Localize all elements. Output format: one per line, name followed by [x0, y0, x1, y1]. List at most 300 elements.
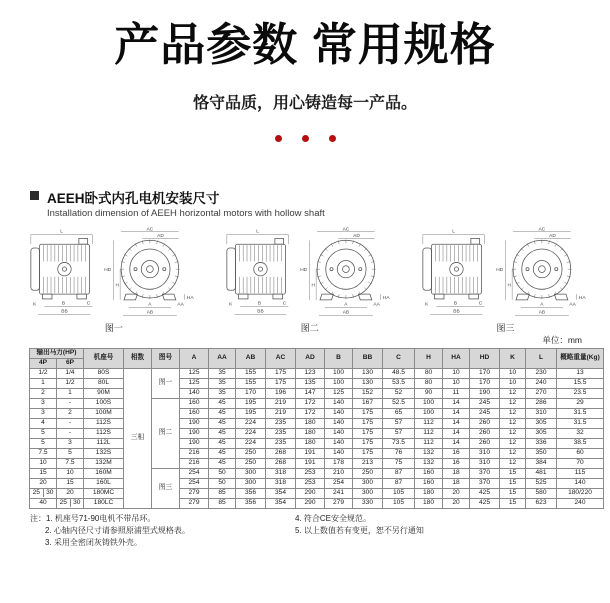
- table-cell: 268: [266, 458, 296, 468]
- table-cell: 16: [443, 458, 470, 468]
- table-cell: 191: [296, 458, 325, 468]
- note-item: 4. 符合CE安全规范。: [295, 513, 372, 523]
- table-cell: 85: [209, 498, 236, 508]
- table-cell: 350: [526, 448, 557, 458]
- table-cell: 123: [296, 368, 325, 378]
- table-cell: 175: [353, 438, 383, 448]
- svg-text:BB: BB: [452, 308, 460, 314]
- table-cell: 310: [526, 408, 557, 418]
- svg-text:AC: AC: [146, 226, 154, 232]
- table-cell: 15: [57, 478, 84, 488]
- table-cell: 286: [526, 398, 557, 408]
- table-cell: 45: [209, 458, 236, 468]
- table-cell: 310: [470, 448, 500, 458]
- frame-cell: 80S: [84, 368, 124, 378]
- note-item: 2. 心轴内径尺寸请参照原浦型式规格表。: [45, 525, 190, 535]
- table-cell: 125: [180, 378, 209, 388]
- table-cell: 57: [383, 428, 415, 438]
- table-cell: 45: [209, 408, 236, 418]
- table-cell: 35: [209, 368, 236, 378]
- table-row: [30, 478, 604, 488]
- note-item: 5. 以上数值若有变更，恕不另行通知: [295, 525, 424, 535]
- table-cell: 210: [325, 468, 353, 478]
- table-cell: 73.5: [383, 438, 415, 448]
- table-row: [30, 368, 604, 378]
- table-cell: 135: [296, 378, 325, 388]
- frame-cell: 90M: [84, 388, 124, 398]
- table-cell: 300: [353, 488, 383, 498]
- svg-text:B: B: [453, 301, 457, 307]
- table-cell: 112: [415, 418, 443, 428]
- table-cell: 623: [526, 498, 557, 508]
- table-cell: 354: [266, 498, 296, 508]
- figure-caption: 图三: [496, 322, 515, 333]
- table-cell: 32: [557, 428, 604, 438]
- table-cell: 125: [180, 368, 209, 378]
- table-cell: 100: [415, 408, 443, 418]
- svg-text:A: A: [539, 302, 544, 308]
- table-cell: 12: [500, 458, 526, 468]
- svg-text:AB: AB: [538, 309, 545, 315]
- table-cell: 172: [296, 398, 325, 408]
- table-cell: 12: [500, 428, 526, 438]
- table-cell: 279: [325, 498, 353, 508]
- footnotes: [30, 513, 610, 549]
- table-cell: 175: [353, 408, 383, 418]
- svg-text:K: K: [424, 302, 428, 308]
- table-cell: 38.5: [557, 438, 604, 448]
- table-cell: 16: [443, 448, 470, 458]
- table-cell: 45: [209, 448, 236, 458]
- svg-text:BB: BB: [257, 308, 264, 314]
- table-cell: 250: [236, 458, 266, 468]
- table-cell: 14: [443, 438, 470, 448]
- figure-group-cell: 图一: [152, 368, 180, 398]
- column-header-4p: 4P: [30, 358, 57, 368]
- table-cell: 178: [325, 458, 353, 468]
- table-cell: 147: [296, 388, 325, 398]
- svg-text:AD: AD: [157, 233, 164, 239]
- table-cell: 80: [415, 378, 443, 388]
- section-title-en: Installation dimension of AEEH horizontal motors with hollow shaft: [47, 207, 325, 219]
- table-cell: 240: [557, 498, 604, 508]
- table-row: [30, 498, 604, 508]
- figure-caption: 图一: [104, 322, 123, 333]
- svg-text:AD: AD: [548, 233, 556, 239]
- frame-cell: 160M: [84, 468, 124, 478]
- table-cell: 87: [383, 468, 415, 478]
- column-header-dim: BB: [353, 348, 383, 368]
- frame-cell: 132S: [84, 448, 124, 458]
- square-bullet-icon: [30, 191, 39, 200]
- table-cell: 65: [383, 408, 415, 418]
- table-cell: 5: [30, 438, 57, 448]
- table-cell: 31.5: [557, 408, 604, 418]
- table-cell: 180: [296, 428, 325, 438]
- phase-cell: 三相: [124, 368, 152, 508]
- page-subtitle: 恪守品质，用心铸造每一产品。: [192, 94, 417, 112]
- table-cell: 180: [415, 488, 443, 498]
- svg-text:BB: BB: [61, 308, 68, 314]
- red-dot-icon: [275, 135, 282, 142]
- table-cell: 7.5: [30, 448, 57, 458]
- table-cell: 196: [266, 388, 296, 398]
- column-header-dim: K: [500, 348, 526, 368]
- svg-text:H: H: [115, 282, 119, 288]
- table-cell: 140: [325, 398, 353, 408]
- table-cell: 175: [353, 448, 383, 458]
- column-header-dim: AD: [296, 348, 325, 368]
- table-cell: 2: [30, 388, 57, 398]
- table-cell: 580: [526, 488, 557, 498]
- table-cell: 10: [443, 368, 470, 378]
- table-cell: 100: [325, 378, 353, 388]
- table-cell: 3: [30, 398, 57, 408]
- table-cell: 7.5: [57, 458, 84, 468]
- table-cell: 219: [266, 408, 296, 418]
- table-cell: 180: [296, 418, 325, 428]
- table-cell: 336: [526, 438, 557, 448]
- frame-cell: 112S: [84, 428, 124, 438]
- table-cell: 279: [180, 498, 209, 508]
- table-cell: 14: [443, 418, 470, 428]
- column-header-dim: H: [415, 348, 443, 368]
- table-cell: 70: [557, 458, 604, 468]
- table-cell: 60: [557, 448, 604, 458]
- page-title: 产品参数 常用规格: [114, 19, 496, 70]
- table-cell: 300: [236, 468, 266, 478]
- table-cell: 172: [296, 408, 325, 418]
- svg-text:AB: AB: [342, 309, 349, 315]
- table-cell: 224: [236, 428, 266, 438]
- table-cell: 14: [443, 398, 470, 408]
- svg-text:C: C: [282, 301, 286, 307]
- table-cell: 53.5: [383, 378, 415, 388]
- table-cell: 20: [57, 488, 84, 498]
- table-cell: 160: [180, 408, 209, 418]
- table-cell: 15: [500, 488, 526, 498]
- frame-cell: 80L: [84, 378, 124, 388]
- figure-caption: 图二: [300, 322, 319, 333]
- table-cell: 87: [383, 478, 415, 488]
- svg-text:AB: AB: [146, 309, 154, 315]
- table-cell: 481: [526, 468, 557, 478]
- table-cell: -: [57, 428, 84, 438]
- table-cell: 125: [325, 388, 353, 398]
- table-cell: 80: [415, 368, 443, 378]
- table-cell: 35: [209, 388, 236, 398]
- table-cell: 140: [325, 438, 353, 448]
- table-cell: 235: [266, 438, 296, 448]
- table-cell: 11: [443, 388, 470, 398]
- table-cell: 254: [180, 478, 209, 488]
- table-cell: 23.5: [557, 388, 604, 398]
- table-cell: 12: [500, 408, 526, 418]
- table-cell: 216: [180, 448, 209, 458]
- table-cell: -: [57, 398, 84, 408]
- table-cell: 105: [383, 488, 415, 498]
- table-cell: 10: [443, 378, 470, 388]
- table-cell: 240: [526, 378, 557, 388]
- table-cell: 318: [266, 468, 296, 478]
- table-cell: 13: [557, 368, 604, 378]
- frame-cell: 100S: [84, 398, 124, 408]
- table-cell: 230: [526, 368, 557, 378]
- table-cell: 175: [266, 368, 296, 378]
- table-cell: 12: [500, 448, 526, 458]
- table-cell: 190: [180, 428, 209, 438]
- table-cell: 425: [470, 498, 500, 508]
- table-cell: 250: [236, 448, 266, 458]
- footnotes-right: [295, 513, 575, 549]
- table-row: [30, 428, 604, 438]
- table-cell: 15: [30, 468, 57, 478]
- table-cell: 270: [526, 388, 557, 398]
- table-cell: 268: [266, 448, 296, 458]
- table-cell: 180: [415, 498, 443, 508]
- table-cell: 100: [415, 398, 443, 408]
- table-cell: 112: [415, 428, 443, 438]
- svg-text:HA: HA: [382, 295, 390, 301]
- svg-text:B: B: [257, 301, 261, 307]
- table-cell: -: [57, 418, 84, 428]
- table-cell: 57: [383, 418, 415, 428]
- table-cell: 140: [325, 428, 353, 438]
- svg-text:HD: HD: [104, 267, 112, 273]
- table-cell: 140: [325, 448, 353, 458]
- table-cell: 75: [383, 458, 415, 468]
- table-cell: 180: [296, 438, 325, 448]
- red-dot-icon: [302, 135, 309, 142]
- svg-text:B: B: [61, 301, 66, 307]
- svg-text:AA: AA: [569, 302, 576, 308]
- table-cell: 253: [296, 478, 325, 488]
- table-cell: 130: [353, 368, 383, 378]
- table-cell: 3: [57, 438, 84, 448]
- table-cell: 175: [353, 428, 383, 438]
- svg-text:H: H: [507, 282, 511, 288]
- table-cell: 45: [209, 428, 236, 438]
- column-header-dim: AC: [266, 348, 296, 368]
- svg-text:AA: AA: [177, 302, 184, 308]
- table-cell: 15: [500, 468, 526, 478]
- table-cell: 132: [415, 448, 443, 458]
- table-cell: 140: [557, 478, 604, 488]
- table-cell: 20: [443, 498, 470, 508]
- table-cell: 12: [500, 398, 526, 408]
- svg-text:H: H: [311, 282, 315, 288]
- table-cell: 219: [266, 398, 296, 408]
- table-cell: 152: [353, 388, 383, 398]
- table-cell: 45: [209, 418, 236, 428]
- svg-text:L: L: [60, 229, 63, 235]
- table-cell: 245: [470, 408, 500, 418]
- figure-group-cell: 图三: [152, 468, 180, 508]
- table-cell: 50: [209, 478, 236, 488]
- dimension-table: [29, 348, 604, 509]
- frame-cell: 180MC: [84, 488, 124, 498]
- svg-text:HA: HA: [186, 295, 194, 301]
- svg-text:L: L: [451, 229, 455, 235]
- motor-figure-2: [212, 225, 408, 334]
- table-cell: 140: [325, 408, 353, 418]
- motor-drawings: [16, 225, 604, 334]
- table-cell: 140: [325, 418, 353, 428]
- table-cell: 15.5: [557, 378, 604, 388]
- svg-text:HA: HA: [578, 295, 586, 301]
- column-header-6p: 6P: [57, 358, 84, 368]
- svg-text:K: K: [228, 302, 233, 308]
- table-cell: 52: [383, 388, 415, 398]
- table-cell: 175: [266, 378, 296, 388]
- table-cell: 14: [443, 428, 470, 438]
- table-cell: 260: [470, 438, 500, 448]
- table-cell: 132: [415, 458, 443, 468]
- table-cell: 170: [470, 378, 500, 388]
- table-row: [30, 418, 604, 428]
- svg-text:HD: HD: [300, 267, 307, 273]
- table-cell: 1: [57, 388, 84, 398]
- section-title-cn: AEEH卧式内孔电机安装尺寸: [47, 190, 220, 206]
- svg-text:AC: AC: [538, 226, 545, 232]
- table-row: [30, 468, 604, 478]
- table-cell: 1/2: [57, 378, 84, 388]
- table-cell: 384: [526, 458, 557, 468]
- column-header-dim: HD: [470, 348, 500, 368]
- motor-figure-3: [408, 225, 604, 334]
- table-cell: 35: [209, 378, 236, 388]
- svg-text:C: C: [478, 301, 482, 307]
- footnotes-left: [30, 513, 295, 549]
- column-header-hp: 输出马力(HP): [30, 348, 84, 358]
- table-cell: 370: [470, 478, 500, 488]
- note-item: 3. 采用全密闭灰铸铁外壳。: [45, 537, 142, 547]
- table-cell: 25 30: [57, 498, 84, 508]
- table-cell: 5: [30, 428, 57, 438]
- unit-label: 单位：mm: [542, 334, 582, 345]
- svg-text:A: A: [344, 302, 348, 308]
- table-cell: 170: [236, 388, 266, 398]
- table-cell: 160: [415, 468, 443, 478]
- table-cell: 356: [236, 488, 266, 498]
- table-cell: 3: [30, 408, 57, 418]
- table-cell: 2: [57, 408, 84, 418]
- table-cell: 195: [236, 408, 266, 418]
- table-cell: 216: [180, 458, 209, 468]
- table-cell: 190: [180, 438, 209, 448]
- table-cell: 260: [470, 428, 500, 438]
- table-row: [30, 458, 604, 468]
- table-row: [30, 408, 604, 418]
- table-cell: 300: [353, 478, 383, 488]
- table-cell: 305: [526, 428, 557, 438]
- table-cell: 140: [180, 388, 209, 398]
- table-cell: 5: [57, 448, 84, 458]
- table-cell: 52.5: [383, 398, 415, 408]
- table-cell: 12: [500, 388, 526, 398]
- table-cell: 10: [500, 368, 526, 378]
- frame-cell: 100M: [84, 408, 124, 418]
- table-cell: 90: [415, 388, 443, 398]
- table-row: [30, 398, 604, 408]
- column-header-phase: 相数: [124, 348, 152, 368]
- table-cell: 213: [353, 458, 383, 468]
- table-cell: 18: [443, 478, 470, 488]
- table-cell: 300: [236, 478, 266, 488]
- table-cell: 40: [30, 498, 57, 508]
- table-cell: 191: [296, 448, 325, 458]
- table-cell: 305: [526, 418, 557, 428]
- svg-text:AA: AA: [373, 302, 380, 308]
- table-cell: 160: [415, 478, 443, 488]
- table-cell: 85: [209, 488, 236, 498]
- table-cell: 310: [470, 458, 500, 468]
- column-header-frame: 机座号: [84, 348, 124, 368]
- table-cell: 260: [470, 418, 500, 428]
- table-cell: 279: [180, 488, 209, 498]
- table-cell: 31.5: [557, 418, 604, 428]
- table-cell: 167: [353, 398, 383, 408]
- table-cell: 45: [209, 438, 236, 448]
- table-cell: 155: [236, 378, 266, 388]
- column-header-dim: HA: [443, 348, 470, 368]
- table-cell: 245: [470, 398, 500, 408]
- table-cell: 15: [500, 498, 526, 508]
- table-cell: 330: [353, 498, 383, 508]
- svg-text:AD: AD: [352, 233, 360, 239]
- column-header-figure: 图号: [152, 348, 180, 368]
- frame-cell: 112L: [84, 438, 124, 448]
- motor-figure-1: [16, 225, 212, 334]
- table-cell: 50: [209, 468, 236, 478]
- table-cell: 290: [296, 488, 325, 498]
- table-cell: 76: [383, 448, 415, 458]
- table-cell: 195: [236, 398, 266, 408]
- frame-cell: 180LC: [84, 498, 124, 508]
- table-cell: 48.5: [383, 368, 415, 378]
- table-row: [30, 448, 604, 458]
- table-cell: 20: [443, 488, 470, 498]
- table-cell: 224: [236, 438, 266, 448]
- table-cell: 250: [353, 468, 383, 478]
- table-header-row: [30, 348, 604, 358]
- table-cell: 115: [557, 468, 604, 478]
- table-cell: 254: [325, 478, 353, 488]
- table-cell: 425: [470, 488, 500, 498]
- table-cell: 14: [443, 408, 470, 418]
- table-cell: 235: [266, 428, 296, 438]
- red-dot-icon: [329, 135, 336, 142]
- table-cell: 4: [30, 418, 57, 428]
- figure-group-cell: 图二: [152, 398, 180, 468]
- table-cell: 15: [500, 478, 526, 488]
- column-header-dim: C: [383, 348, 415, 368]
- table-cell: 25 30: [30, 488, 57, 498]
- table-cell: 155: [236, 368, 266, 378]
- table-cell: 241: [325, 488, 353, 498]
- table-cell: 112: [415, 438, 443, 448]
- table-cell: 10: [30, 458, 57, 468]
- table-cell: 160: [180, 398, 209, 408]
- table-cell: 10: [500, 378, 526, 388]
- table-cell: 356: [236, 498, 266, 508]
- table-cell: 1: [30, 378, 57, 388]
- svg-text:C: C: [86, 301, 91, 307]
- table-cell: 18: [443, 468, 470, 478]
- table-cell: 224: [236, 418, 266, 428]
- note-item: 注：1. 机座号71-90电机不带吊环。: [30, 513, 156, 523]
- column-header-dim: B: [325, 348, 353, 368]
